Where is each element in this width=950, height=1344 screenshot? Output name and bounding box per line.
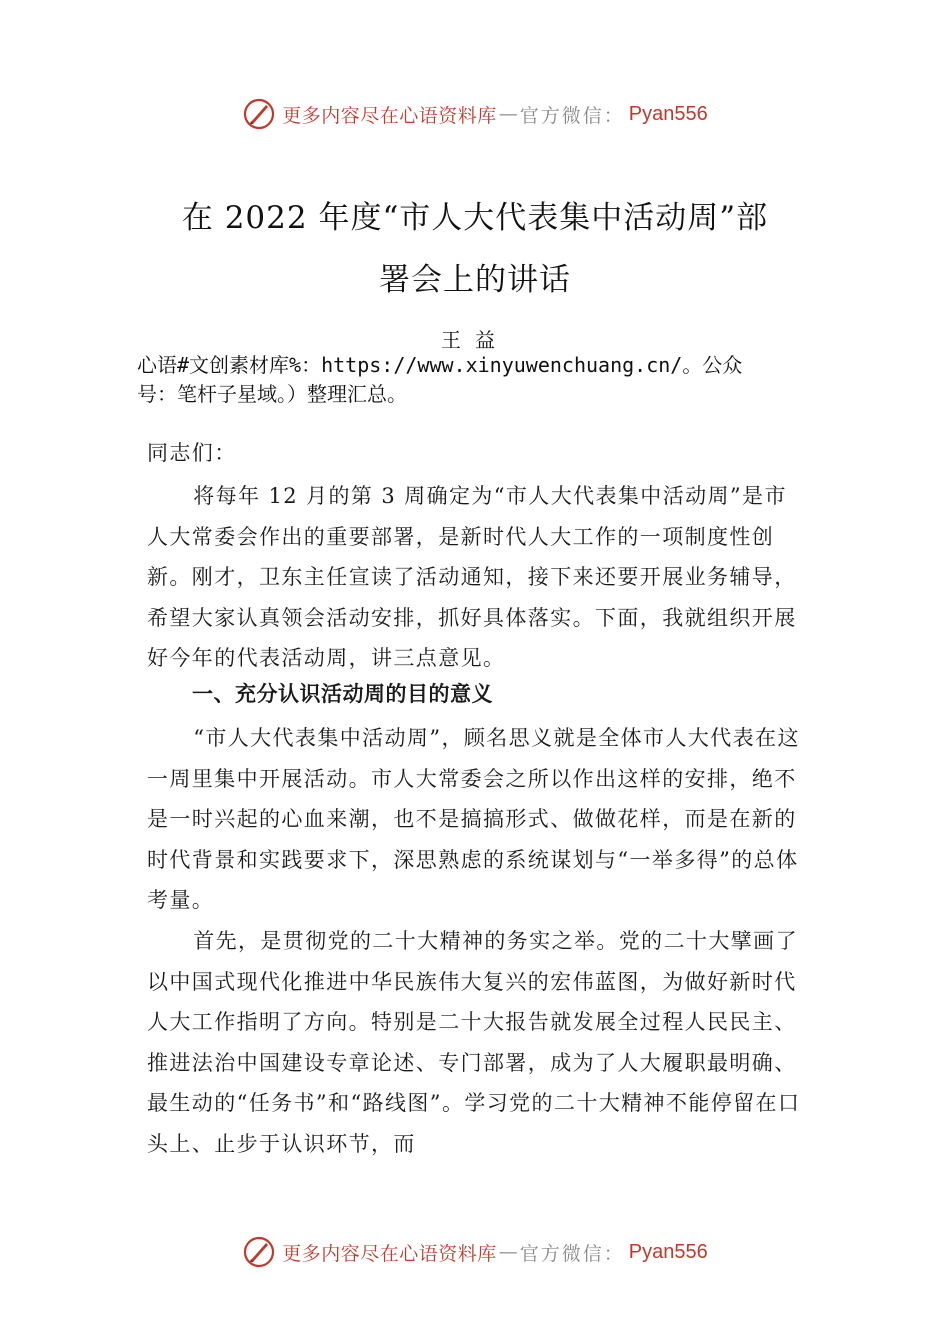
quill-seal-icon [242, 97, 276, 131]
banner-text: 更多内容尽在心语资料库 [282, 104, 497, 127]
document-title-line2: 署会上的讲话 [379, 262, 571, 298]
banner-wechat-id: Pyan556 [628, 1240, 708, 1263]
document-title-line1: 在 2022 年度“市人大代表集中活动周”部 [181, 200, 769, 236]
source-line1: 心语#文创素材库%：https://www.xinyuwenchuang.cn/。公众 [137, 353, 743, 377]
banner-wechat-label: 官方微信： [519, 1242, 625, 1265]
paragraph-2: “市人大代表集中活动周”，顾名思义就是全体市人大代表在这一周里集中开展活动。市人大常委会之所以作出这样的安排，绝不是一时兴起的心血来潮，也不是搞搞形式、做做花样，而是在新的时代背景和实践要求下，深思熟虑的系统谋划与“一举多得”的总体考量。 [147, 726, 800, 912]
banner-text: 更多内容尽在心语资料库 [282, 1242, 497, 1265]
banner-wechat-id: Pyan556 [628, 102, 708, 125]
paragraph-1: 将每年 12 月的第 3 周确定为“市人大代表集中活动周”是市人大常委会作出的重要部署，是新时代人大工作的一项制度性创新。刚才，卫东主任宣读了活动通知，接下来还要开展业务辅导，希望大家认真领会活动安排，抓好具体落实。下面，我就组织开展好今年的代表活动周，讲三点意见。 [147, 484, 797, 670]
source-note [137, 351, 837, 409]
footer-banner [0, 1232, 950, 1272]
section-heading-1: 一、充分认识活动周的目的意义 [192, 682, 493, 706]
greeting: 同志们： [147, 441, 237, 465]
quill-seal-icon [242, 1235, 276, 1269]
banner-separator: — [498, 1241, 518, 1263]
paragraph-3: 首先，是贯彻党的二十大精神的务实之举。党的二十大擘画了以中国式现代化推进中华民族伟大复兴的宏伟蓝图，为做好新时代人大工作指明了方向。特别是二十大报告就发展全过程人民民主、推进法治中国建设专章论述、专门部署，成为了人大履职最明确、最生动的“任务书”和“路线图”。学习党的二十大精神不能停留在口头上、止步于认识环节，而 [147, 929, 801, 1156]
source-line2: 号：笔杆子星域。）整理汇总。 [137, 382, 407, 406]
header-banner [0, 94, 950, 134]
author-name: 王益 [441, 328, 509, 352]
banner-wechat-label: 官方微信： [519, 104, 625, 127]
banner-separator: — [498, 103, 518, 125]
